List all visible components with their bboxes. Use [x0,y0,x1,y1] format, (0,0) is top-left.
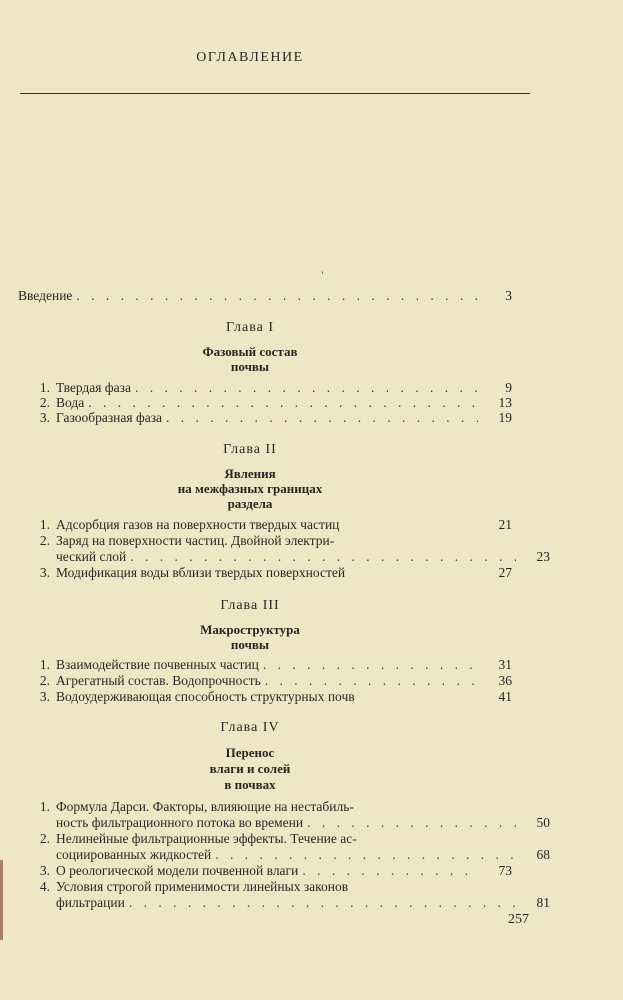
toc-entry-page: 21 [498,517,512,532]
toc-entry-number: 2. [39,533,50,548]
toc-entry-title: Газообразная фаза [56,410,163,425]
toc-entry-continuation[interactable] [18,847,550,862]
toc-entry-page: 81 [536,895,550,910]
toc-entry-number: 1. [39,517,50,532]
toc-entry-number: 1. [39,799,50,814]
toc-entry-page: 73 [498,863,512,878]
toc-entry-title: фильтрации [56,895,125,910]
chapter-title-line: Макроструктура [200,622,300,637]
toc-entry-title: социированных жидкостей [56,847,212,862]
toc-entry[interactable] [18,380,512,395]
toc-entry-title: Введение [18,288,73,303]
toc-entry-page: 50 [536,815,550,830]
toc-entry-number: 2. [39,673,50,688]
page-title: ОГЛАВЛЕНИЕ [196,50,304,65]
chapter-title-line: в почвах [224,777,276,792]
toc-entry-number: 3. [39,689,50,704]
toc-entry-page: 41 [498,689,512,704]
toc-entry[interactable] [18,657,512,672]
pencil-mark: ʹ [319,268,329,282]
toc-entry-introduction[interactable] [18,288,512,303]
toc-entry[interactable] [18,410,512,425]
toc-entry-number: 1. [39,657,50,672]
toc-entry-number: 2. [39,831,50,846]
chapter-title-line: влаги и солей [209,761,291,776]
toc-entry-page: 9 [505,380,512,395]
toc-entry-title: Взаимодействие почвенных частиц [56,657,259,672]
toc-entry-page: 3 [505,288,512,303]
toc-entry-page: 36 [498,673,512,688]
toc-entry-number: 2. [39,395,50,410]
toc-entry-page: 31 [498,657,512,672]
chapter-title-line: почвы [230,359,270,374]
toc-entry[interactable] [18,395,512,410]
toc-entry-title: О реологической модели почвенной влаги [56,863,299,878]
leader-dots [135,380,478,395]
toc-entry-title: Вода [56,395,85,410]
toc-entry-title: Водоудерживающая способность структурных почв [56,689,355,704]
leader-dots [265,673,478,688]
toc-entry-title: Модификация воды вблизи твердых поверхностей [56,565,346,580]
toc-entry-title: Адсорбция газов на поверхности твердых частиц [56,517,340,532]
leader-dots [215,847,516,862]
chapter-title-line: Фазовый состав [202,344,298,359]
chapter-label: Глава II [223,442,277,457]
toc-entry-number: 3. [39,863,50,878]
chapter-label: Глава IV [220,720,280,735]
leader-dots [130,549,516,564]
toc-entry-page: 23 [536,549,550,564]
toc-entry-page: 68 [536,847,550,862]
toc-entry-title: Заряд на поверхности частиц. Двойной электри- [56,533,335,548]
toc-entry-title: Условия строгой применимости линейных законов [56,879,349,894]
page-number: 257 [508,912,529,927]
leader-dots [302,863,478,878]
chapter-label: Глава III [220,598,280,613]
toc-entry-number: 1. [39,380,50,395]
toc-entry-title: Нелинейные фильтрационные эффекты. Течение ас- [56,831,357,846]
toc-entry-number: 3. [39,410,50,425]
toc-entry[interactable] [18,863,512,878]
leader-dots [129,895,516,910]
chapter-title-line: почвы [230,637,270,652]
toc-entry[interactable] [18,831,512,846]
toc-entry-page: 13 [498,395,512,410]
toc-entry[interactable] [18,533,512,548]
leader-dots [88,395,478,410]
leader-dots [166,410,478,425]
chapter-title-line: Перенос [225,745,275,760]
chapter-title-line: раздела [227,496,273,511]
toc-entry-number: 3. [39,565,50,580]
toc-entry[interactable] [18,565,512,580]
toc-entry[interactable] [18,799,512,814]
toc-entry-continuation[interactable] [18,815,550,830]
toc-entry[interactable] [18,673,512,688]
toc-entry-title: ческий слой [56,549,127,564]
page-edge-mark [0,860,3,940]
toc-entry-title: ность фильтрационного потока во времени [56,815,304,830]
chapter-title-line: Явления [224,466,276,481]
toc-entry[interactable] [18,517,512,532]
toc-entry-page: 27 [498,565,512,580]
chapter-title-line: на межфазных границах [177,481,323,496]
toc-entry[interactable] [18,689,512,704]
leader-dots [76,288,478,303]
toc-entry-title: Агрегатный состав. Водопрочность [56,673,261,688]
chapter-label: Глава I [225,320,275,335]
toc-entry-number: 4. [39,879,50,894]
toc-entry[interactable] [18,879,512,894]
header-rule [20,93,530,94]
toc-entry-title: Твердая фаза [56,380,131,395]
leader-dots [307,815,516,830]
toc-entry-continuation[interactable] [18,549,550,564]
toc-entry-title: Формула Дарси. Факторы, влияющие на нестабиль- [56,799,354,814]
toc-entry-continuation[interactable] [18,895,550,910]
toc-entry-page: 19 [498,410,512,425]
leader-dots [263,657,478,672]
